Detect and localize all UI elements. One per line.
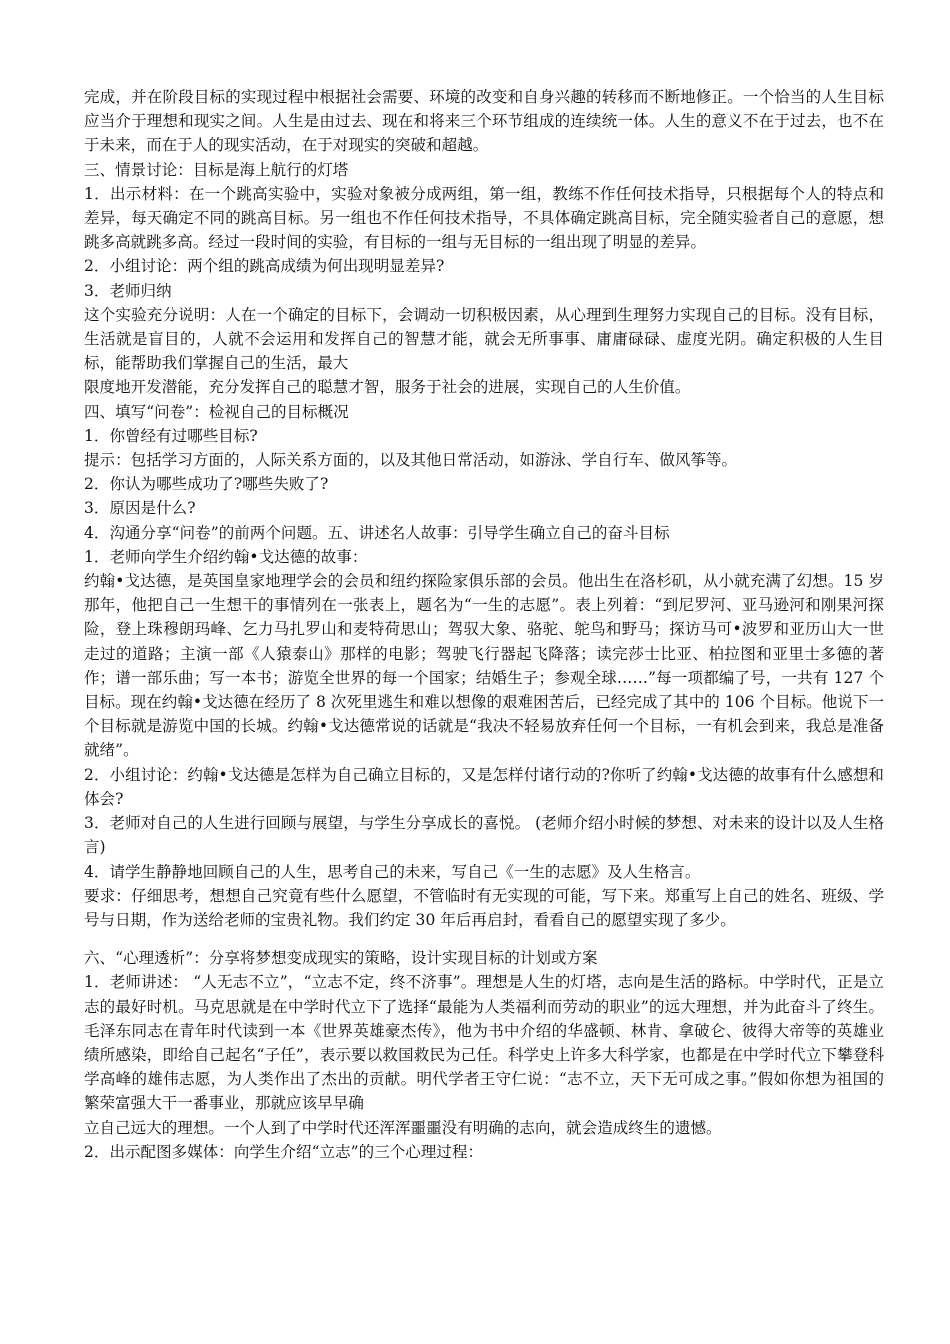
paragraph-student-reflection: 4．请学生静静地回顾自己的人生，思考自己的未来，写自己《一生的志愿》及人生格言。 <box>84 862 701 881</box>
paragraph-goddard-discussion: 2．小组讨论：约翰•戈达德是怎样为自己确立目标的，又是怎样付诸行动的?你听了约翰•戈达德的故事有什么感想和体会? <box>84 765 884 808</box>
question-1: 1．你曾经有过哪些目标? <box>84 426 258 445</box>
paragraph-teacher-summary-end: 限度地开发潜能，充分发挥自己的聪慧才智，服务于社会的进展，实现自己的人生价值。 <box>84 378 691 397</box>
paragraph-goddard-story: 约翰•戈达德，是英国皇家地理学会的会员和纽约探险家俱乐部的会员。他出生在洛杉矶，从小就充满了幻想。15 岁那年，他把自己一生想干的事情列在一张表上，题名为“一生的志愿”。表上列着：“到尼罗河、亚马逊河和刚果河探险，登上珠穆朗玛峰、乞力马扎罗山和麦特荷思山；驾驭大象、骆驼、鸵鸟和野马；探访马可•波罗和亚历山大一世走过的道路；主演一部《人猿泰山》那样的电影；驾驶飞行器起飞降落；读完莎士比亚、柏拉图和亚里士多德的著作；谱一部乐曲；写一本书；游览全世界的每一个国家；结婚生子；参观全球……”每一项都编了号，一共有 127 个目标。现在约翰•戈达德在经历了 8 次死里逃生和难以想像的艰难困苦后，已经完成了其中的 106 个目标。他说下一个目标就是游览中国的长城。约翰•戈达德常说的话就是“我决不轻易放弃任何一个目标，一有机会到来，我总是准备就绪”。 <box>84 572 884 760</box>
paragraph-intro-continuation: 完成，并在阶段目标的实现过程中根据社会需要、环境的改变和自身兴趣的转移而不断地修正。一个恰当的人生目标应当介于理想和现实之间。人生是由过去、现在和将来三个环节组成的连续统一体。人生的意义不在于过去，也不在于未来，而在于人的现实活动，在于对现实的突破和超越。 <box>84 88 884 155</box>
paragraph-requirements: 要求：仔细思考，想想自己究竟有些什么愿望，不管临时有无实现的可能，写下来。郑重写上自己的姓名、班级、学号与日期，作为送给老师的宝贵礼物。我们约定 30 年后再启封，看看自己的愿望实现了多少。 <box>84 886 884 929</box>
paragraph-teacher-summary: 这个实验充分说明：人在一个确定的目标下，会调动一切积极因素，从心理到生理努力实现自己的目标。没有目标，生活就是盲目的，人就不会运用和发挥自己的智慧才能，就会无所事事、庸庸碌碌、虚度光阴。确定积极的人生目标，能帮助我们掌握自己的生活，最大 <box>84 305 884 373</box>
paragraph-teacher-summary-label: 3．老师归纳 <box>84 281 172 300</box>
question-1-hint: 提示：包括学习方面的，人际关系方面的，以及其他日常活动，如游泳、学自行车、做风筝等。 <box>84 451 738 470</box>
paragraph-material: 1．出示材料：在一个跳高实验中，实验对象被分成两组，第一组，教练不作任何技术指导，只根据每个人的特点和差异，每天确定不同的跳高目标。另一组也不作任何技术指导，不具体确定跳高目标，完全随实验者自己的意愿，想跳多高就跳多高。经过一段时间的实验，有目标的一组与无目标的一组出现了明显的差异。 <box>84 184 884 252</box>
paragraph-teacher-narration-end: 立自己远大的理想。一个人到了中学时代还浑浑噩噩没有明确的志向，就会造成终生的遗憾。 <box>84 1118 722 1137</box>
paragraph-teacher-review: 3．老师对自己的人生进行回顾与展望，与学生分享成长的喜悦。 (老师介绍小时候的梦想、对未来的设计以及人生格言) <box>84 814 884 857</box>
paragraph-multimedia: 2．出示配图多媒体：向学生介绍“立志”的三个心理过程： <box>84 1142 484 1161</box>
paragraph-goddard-intro: 1．老师向学生介绍约翰•戈达德的故事： <box>84 547 368 566</box>
paragraph-group-discussion: 2．小组讨论：两个组的跳高成绩为何出现明显差异? <box>84 257 445 276</box>
section-heading-6: 六、“心理透析”：分享将梦想变成现实的策略，设计实现目标的计划或方案 <box>84 949 598 968</box>
section-heading-4: 四、填写“问卷”：检视自己的目标概况 <box>84 402 349 421</box>
paragraph-spacer <box>84 932 884 946</box>
question-3: 3．原因是什么? <box>84 499 196 518</box>
section-heading-3: 三、情景讨论：目标是海上航行的灯塔 <box>84 160 349 179</box>
paragraph-teacher-narration: 1．老师讲述： “人无志不立”，“立志不定，终不济事”。理想是人生的灯塔，志向是生活的路标。中学时代，正是立志的最好时机。马克思就是在中学时代立下了选择“最能为人类福利而劳动的职业”的远大理想，并为此奋斗了终生。毛泽东同志在青年时代读到一本《世界英雄豪杰传》，他为书中介绍的华盛顿、林肯、拿破仑、彼得大帝等的英雄业绩所感染，即给自己起名“子任”，表示要以救国救民为己任。科学史上许多大科学家，也都是在中学时代立下攀登科学高峰的雄伟志愿，为人类作出了杰出的贡献。明代学者王守仁说：“志不立，天下无可成之事。”假如你想为祖国的繁荣富强大干一番事业，那就应该早早确 <box>84 973 884 1113</box>
document-page <box>84 85 884 1164</box>
question-2: 2．你认为哪些成功了?哪些失败了? <box>84 475 329 494</box>
question-4-and-section-5: 4．沟通分享“问卷”的前两个问题。五、讲述名人故事：引导学生确立自己的奋斗目标 <box>84 523 670 542</box>
